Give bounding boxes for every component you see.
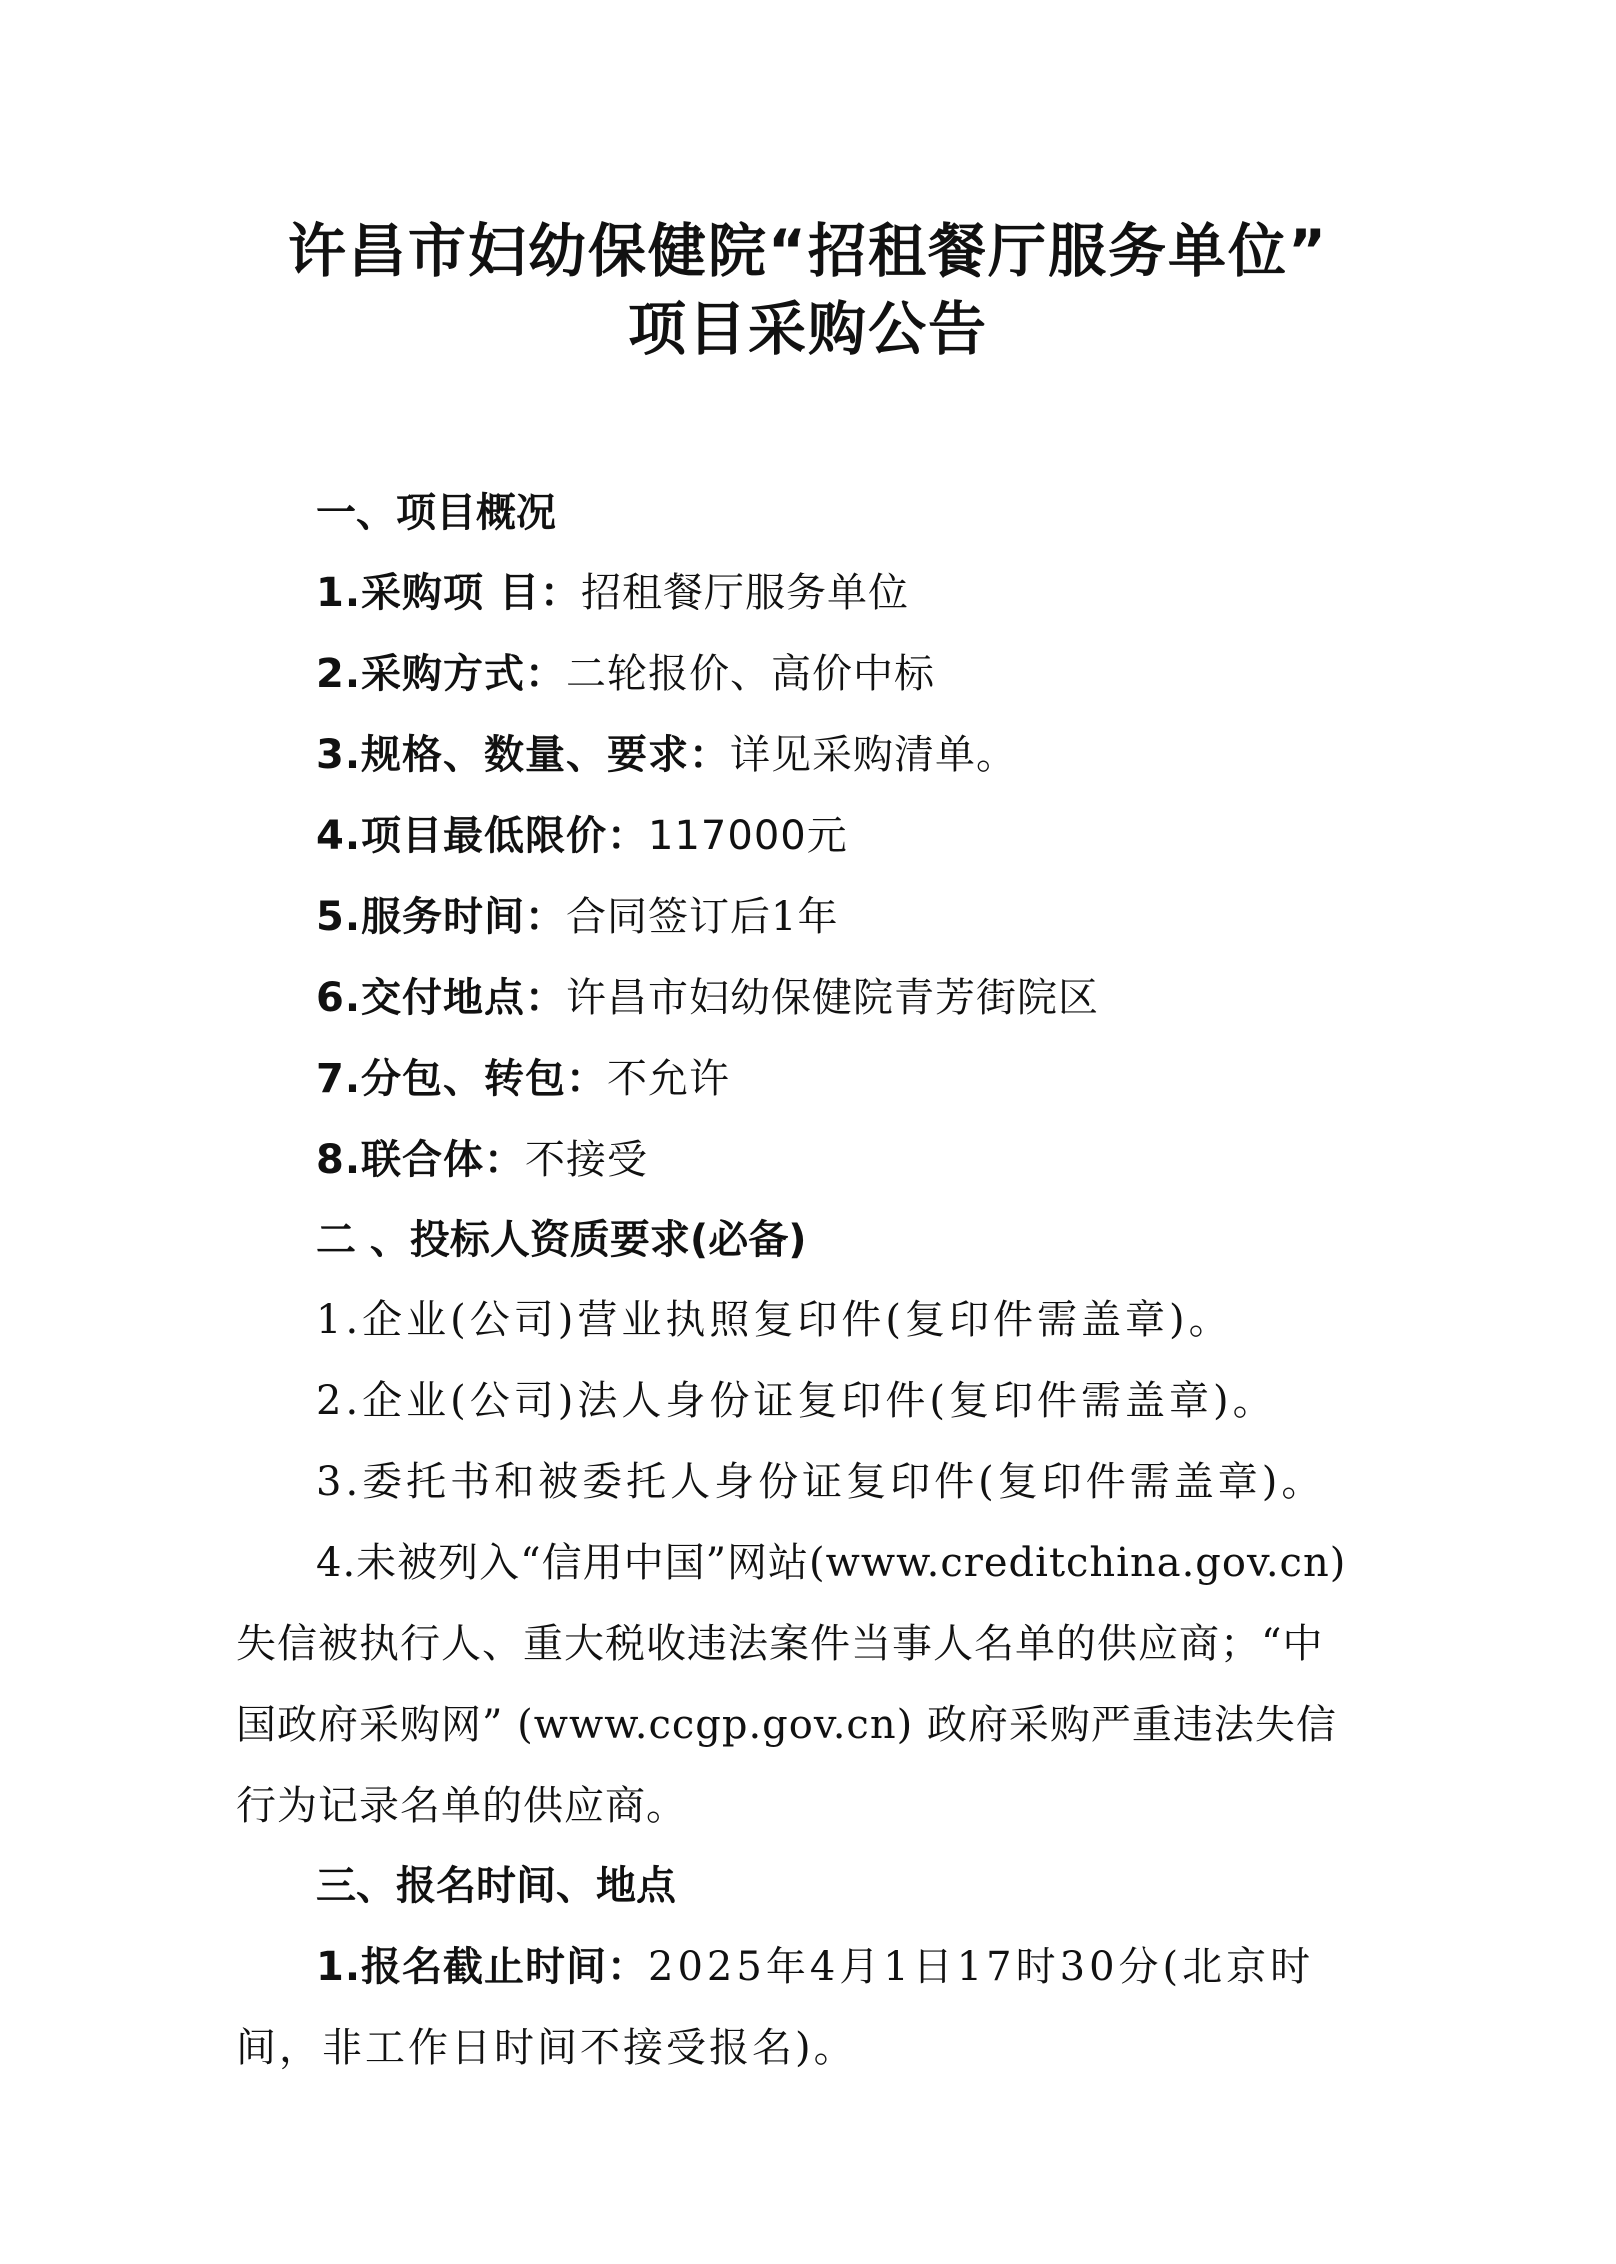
section-2-heading: 二 、投标人资质要求(必备) — [316, 1217, 807, 1263]
section-2-item-4-line-3: 国政府采购网” (www.ccgp.gov.cn) 政府采购严重违法失信 — [236, 1702, 1337, 1748]
item-label: 1.采购项 目： — [316, 570, 581, 616]
section-2-item-4-line-4: 行为记录名单的供应商。 — [236, 1783, 687, 1829]
section-2-item-1: 1.企业(公司)营业执照复印件(复印件需盖章)。 — [316, 1297, 1233, 1343]
section-1-item-3 — [316, 732, 1018, 778]
document-title-line-1: 许昌市妇幼保健院“招租餐厅服务单位” — [287, 217, 1329, 285]
item-label: 3.规格、数量、要求： — [316, 732, 731, 778]
item-label: 5.服务时间： — [316, 894, 567, 940]
section-3-item-1 — [316, 1944, 1315, 1990]
section-2-item-2: 2.企业(公司)法人身份证复印件(复印件需盖章)。 — [316, 1378, 1277, 1424]
section-1-item-6 — [316, 975, 1100, 1021]
section-1-item-2 — [316, 651, 936, 697]
section-2-item-4-line-2: 失信被执行人、重大税收违法案件当事人名单的供应商；“中 — [236, 1621, 1324, 1667]
section-2-item-3: 3.委托书和被委托人身份证复印件(复印件需盖章)。 — [316, 1459, 1326, 1505]
item-value: 117000元 — [648, 813, 848, 859]
item-label: 1.报名截止时间： — [316, 1944, 649, 1990]
item-value: 详见采购清单。 — [730, 732, 1018, 778]
item-value: 合同签订后1年 — [566, 894, 839, 940]
section-3-item-1-line-2: 间，非工作日时间不接受报名)。 — [236, 2025, 857, 2071]
section-1-heading: 一、项目概况 — [316, 490, 556, 536]
item-value: 2025年4月1日17时30分(北京时 — [648, 1944, 1315, 1990]
item-label: 7.分包、转包： — [316, 1056, 608, 1102]
section-2-item-4-line-1: 4.未被列入“信用中国”网站(www.creditchina.gov.cn) — [316, 1540, 1347, 1586]
item-value: 许昌市妇幼保健院青芳街院区 — [566, 975, 1100, 1021]
item-value: 二轮报价、高价中标 — [566, 651, 936, 697]
item-label: 6.交付地点： — [316, 975, 567, 1021]
item-value: 不接受 — [525, 1137, 649, 1183]
section-3-heading: 三、报名时间、地点 — [316, 1863, 676, 1909]
document-title-line-2: 项目采购公告 — [627, 295, 988, 363]
item-label: 8.联合体： — [316, 1137, 526, 1183]
item-value: 不允许 — [607, 1056, 731, 1102]
section-1-item-8 — [316, 1137, 649, 1183]
section-1-item-4 — [316, 813, 848, 859]
section-1-item-7 — [316, 1056, 731, 1102]
item-label: 2.采购方式： — [316, 651, 567, 697]
section-1-item-5 — [316, 894, 839, 940]
item-label: 4.项目最低限价： — [316, 813, 649, 859]
item-value: 招租餐厅服务单位 — [580, 570, 909, 616]
section-1-item-1 — [316, 570, 909, 616]
